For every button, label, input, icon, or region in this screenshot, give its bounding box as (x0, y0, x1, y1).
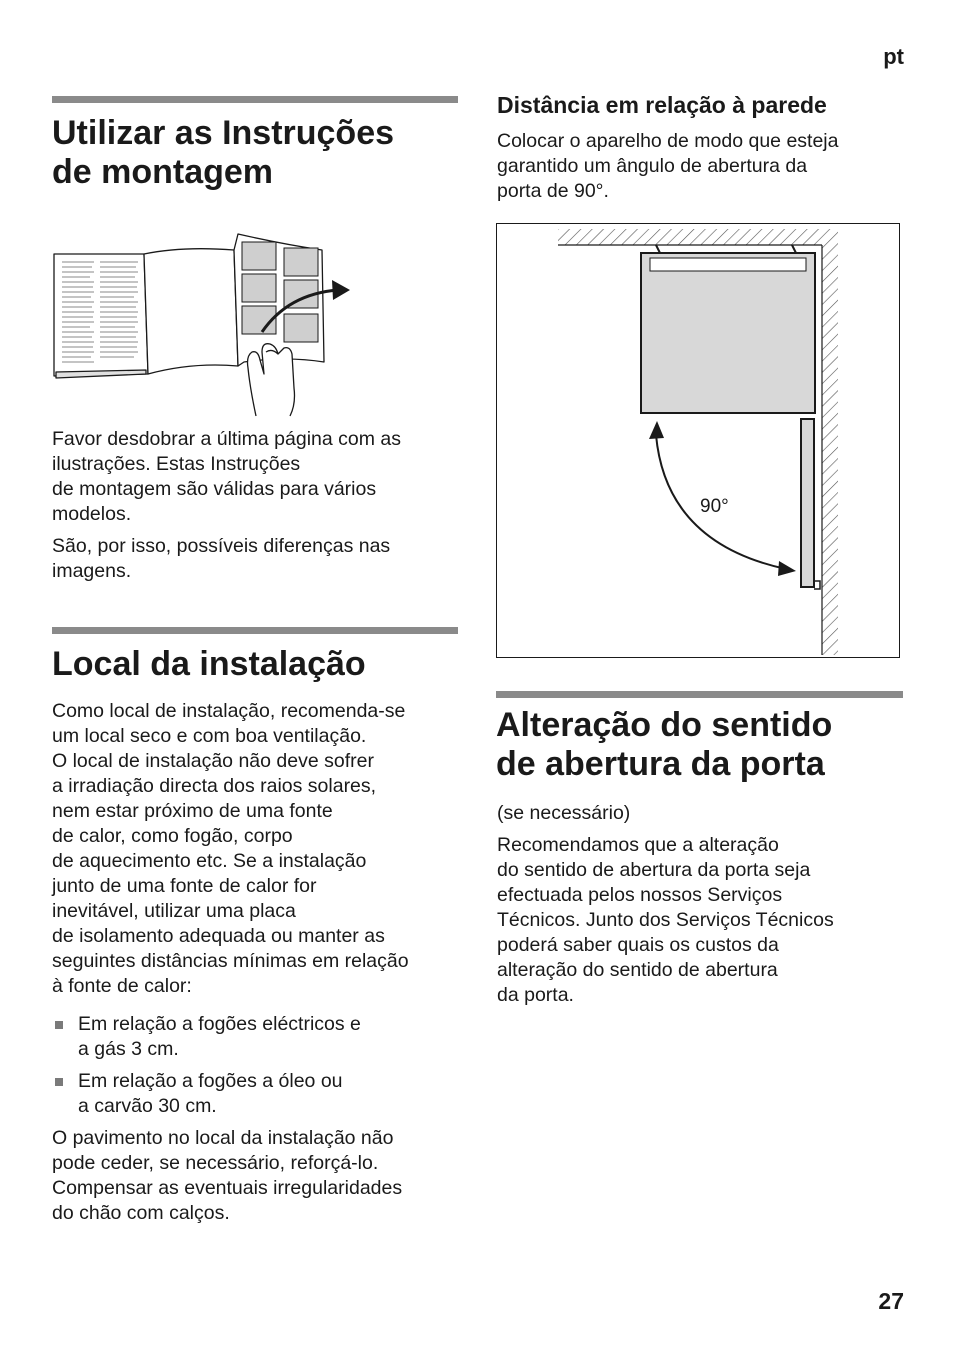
section-title-installation: Local da instalação (52, 645, 366, 683)
list-item-text: Em relação a fogões eléctricos e a gás 3 cm. (78, 1013, 361, 1060)
section-body-instructions (52, 427, 458, 584)
paragraph: Recomendamos que a alteração do sentido de abertura da porta seja efectuada pelos nossos Serviços Técnicos. Junto dos Serviços Técnicos poderá saber quais os custos da alteração do sentido de abertura da porta. (497, 834, 834, 1006)
paragraph: (se necessário) (497, 802, 631, 824)
list-item (52, 1069, 458, 1119)
bullet-square-icon (55, 1021, 63, 1029)
section-title-door-reversal: Alteração do sentido de abertura da porta (496, 706, 833, 783)
paragraph: Colocar o aparelho de modo que esteja garantido um ângulo de abertura da porta de 90°. (497, 130, 839, 202)
section-title-instructions: Utilizar as Instruções de montagem (52, 114, 395, 191)
door-angle-icon (496, 223, 900, 658)
list-item (52, 1012, 458, 1062)
list-item-text: Em relação a fogões a óleo ou a carvão 30 cm. (78, 1070, 343, 1117)
language-code: pt (883, 44, 904, 69)
paragraph: Como local de instalação, recomenda-se um local seco e com boa ventilação. O local de instalação não deve sofrer a irradiação directa dos raios solares, nem estar próximo de uma fonte de calor, como fogão, corpo de aquecimento etc. Se a instalação junto de uma fonte de calor for inevitável, utilizar uma placa de isolamento adequada ou manter as seguintes distâncias mínimas em relação à fonte de calor: (52, 700, 409, 997)
angle-label: 90° (700, 496, 729, 517)
paragraph: O pavimento no local da instalação não pode ceder, se necessário, reforçá-lo. Compensar as eventuais irregularidades do chão com calços. (52, 1127, 403, 1224)
booklet-hand-icon (52, 228, 358, 420)
section-rule (52, 96, 458, 103)
paragraph: Favor desdobrar a última página com as ilustrações. Estas Instruções de montagem são válidas para vários modelos. (52, 428, 402, 525)
section-body-door-reversal (497, 801, 903, 1008)
paragraph: São, por isso, possíveis diferenças nas imagens. (52, 535, 391, 582)
door-angle-diagram (496, 223, 900, 658)
booklet-illustration (52, 228, 358, 420)
page-number: 27 (878, 1288, 904, 1314)
subsection-title-wall-distance: Distância em relação à parede (497, 92, 827, 118)
section-rule (496, 691, 903, 698)
section-rule (52, 627, 458, 634)
bullet-square-icon (55, 1078, 63, 1086)
distance-list (52, 1012, 458, 1119)
section-body-installation (52, 699, 458, 1226)
